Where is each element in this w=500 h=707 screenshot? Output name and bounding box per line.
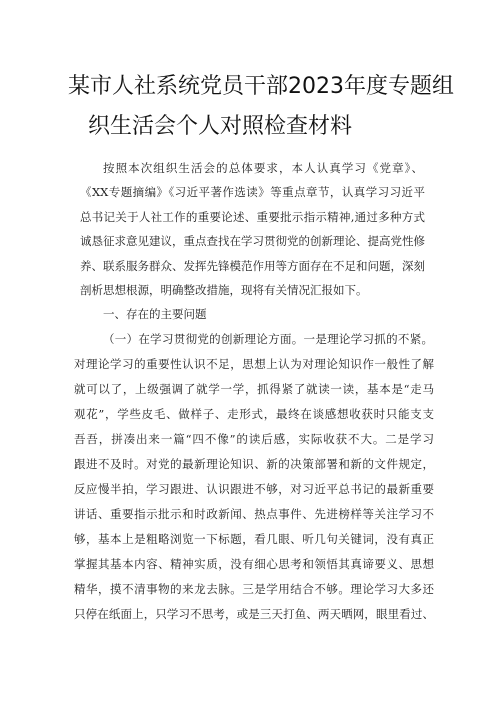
intro-line: 按照本次组织生活会的总体要求，本人认真学习《党章》、 xyxy=(103,161,423,175)
body-line: 反应慢半拍，学习跟进、认识跟进不够，对习近平总书记的最新重要 xyxy=(74,482,434,496)
body-line: 掌握其基本内容、精神实质，没有细心思考和领悟其真谛要义、思想 xyxy=(74,557,434,571)
body-line: 对理论学习的重要性认识不足，思想上认为对理论知识作一般性了解 xyxy=(74,357,434,371)
body-line: 就可以了，上级强调了就学一学，抓得紧了就读一读，基本是“走马 xyxy=(74,382,434,396)
body-line: 观花”，学些皮毛、做样子、走形式，最终在谈感想收获时只能支支 xyxy=(74,407,434,421)
intro-line: 诚恳征求意见建议，重点查找在学习贯彻党的创新理论、提高党性修 xyxy=(80,234,425,248)
body-line: 跟进不及时。对党的最新理论知识、新的决策部署和新的文件规定， xyxy=(74,457,434,471)
intro-line: 总书记关于人社工作的重要论述、重要批示指示精神,通过多种方式 xyxy=(80,210,425,224)
intro-line: 剖析思想根源，明确整改措施，现将有关情况汇报如下。 xyxy=(80,283,368,297)
document-title-line-1: 某市人社系统党员干部2023年度专题组 xyxy=(68,74,454,99)
intro-line: 养、联系服务群众、发挥先锋模范作用等方面存在不足和问题，深刻 xyxy=(80,259,425,273)
intro-line: 《XX专题摘编》《习近平著作选读》等重点章节，认真学习习近平 xyxy=(80,185,425,199)
body-line: 吾吾，拼凑出来一篇“四不像”的读后感，实际收获不大。二是学习 xyxy=(74,432,434,446)
document-title-line-2: 织生活会个人对照检查材料 xyxy=(88,114,353,139)
body-line: （一）在学习贯彻党的创新理论方面。一是理论学习抓的不紧。 xyxy=(103,332,433,346)
section-heading: 一、存在的主要问题 xyxy=(103,307,207,321)
body-line: 只停在纸面上，只学习不思考，或是三天打鱼、两天晒网，眼里看过、 xyxy=(74,607,434,621)
body-line: 够，基本上是粗略浏览一下标题，看几眼、听几句关键词，没有真正 xyxy=(74,532,434,546)
body-line: 讲话、重要指示批示和时政新闻、热点事件、先进榜样等关注学习不 xyxy=(74,507,434,521)
body-line: 精华，摸不清事物的来龙去脉。三是学用结合不够。理论学习大多还 xyxy=(74,582,434,596)
